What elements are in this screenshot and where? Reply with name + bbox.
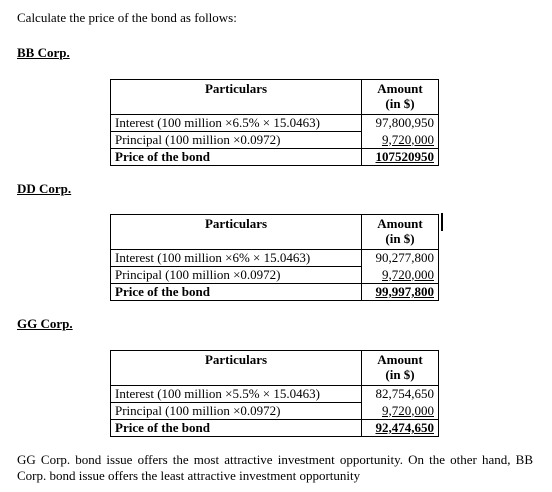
header-amount-line1: Amount (377, 352, 423, 367)
header-amount-line1: Amount (377, 216, 423, 231)
header-particulars: Particulars (111, 351, 362, 386)
row-value-principal: 9,720,000 (362, 132, 439, 149)
row-value-total: 107520950 (362, 149, 439, 166)
section-title-gg-corp: GG Corp. (17, 316, 73, 331)
bond-table-dd-corp (110, 214, 439, 301)
row-label-interest: Interest (100 million ×5.5% × 15.0463) (111, 386, 362, 403)
row-label-principal: Principal (100 million ×0.0972) (111, 267, 362, 284)
row-label-principal: Principal (100 million ×0.0972) (111, 403, 362, 420)
header-amount-line2: (in $) (385, 367, 415, 382)
header-particulars: Particulars (111, 80, 362, 115)
row-label-total: Price of the bond (111, 284, 362, 301)
row-value-total: 92,474,650 (362, 420, 439, 437)
text-cursor (441, 213, 443, 231)
header-amount-line2: (in $) (385, 96, 415, 111)
conclusion-text: GG Corp. bond issue offers the most attractive investment opportunity. On the other hand, BB Corp. bond issue offers the least attractive investment opportunity (17, 452, 533, 483)
intro-text: Calculate the price of the bond as follows: (17, 10, 237, 25)
header-amount-line1: Amount (377, 81, 423, 96)
row-label-total: Price of the bond (111, 420, 362, 437)
row-value-principal: 9,720,000 (362, 403, 439, 420)
row-value-interest: 82,754,650 (362, 386, 439, 403)
section-title-bb-corp: BB Corp. (17, 45, 70, 60)
row-label-interest: Interest (100 million ×6.5% × 15.0463) (111, 115, 362, 132)
row-value-principal: 9,720,000 (362, 267, 439, 284)
header-amount-line2: (in $) (385, 231, 415, 246)
row-value-interest: 90,277,800 (362, 250, 439, 267)
row-label-interest: Interest (100 million ×6% × 15.0463) (111, 250, 362, 267)
bond-table-bb-corp (110, 79, 439, 166)
header-amount (362, 215, 439, 250)
header-amount (362, 80, 439, 115)
header-amount (362, 351, 439, 386)
header-particulars: Particulars (111, 215, 362, 250)
row-value-total: 99,997,800 (362, 284, 439, 301)
row-label-principal: Principal (100 million ×0.0972) (111, 132, 362, 149)
row-label-total: Price of the bond (111, 149, 362, 166)
row-value-interest: 97,800,950 (362, 115, 439, 132)
bond-table-gg-corp (110, 350, 439, 437)
section-title-dd-corp: DD Corp. (17, 181, 72, 196)
